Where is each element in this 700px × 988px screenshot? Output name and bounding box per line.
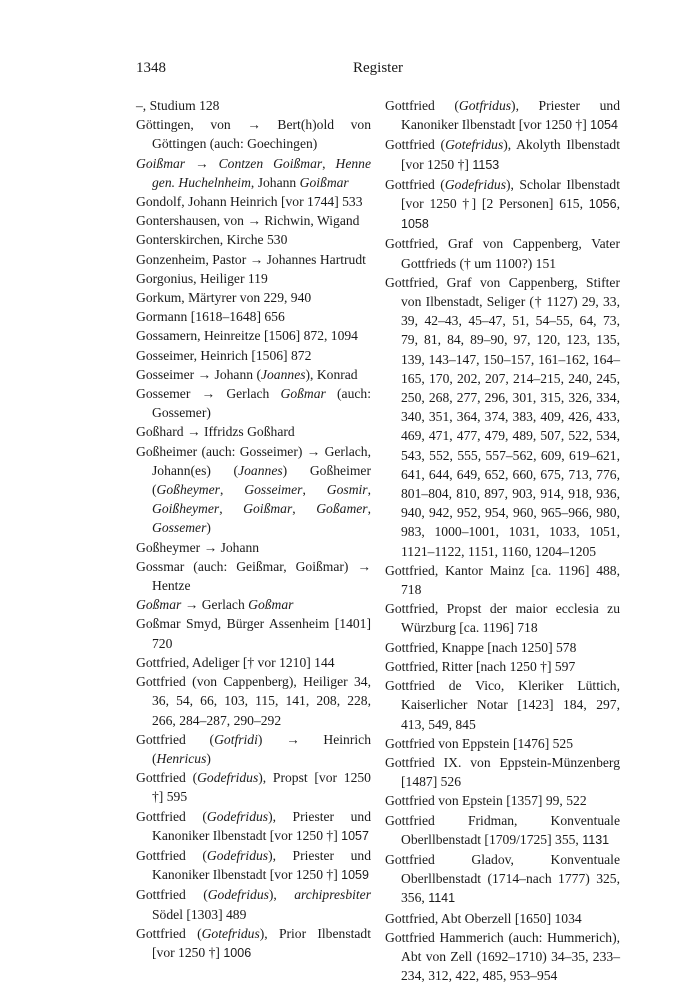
index-entry: Goßmar Smyd, Bürger Assenheim [1401] 720 [136,616,371,651]
index-entry: Gottfried (Gotefridus), Akolyth Ilbenstadt [vor 1250 †] 1153 [385,137,620,172]
index-column-left [136,96,371,963]
index-entry: Gonzenheim, Pastor → Johannes Hartrudt [136,251,366,267]
index-entry: Gondolf, Johann Heinrich [vor 1744] 533 [136,194,363,210]
index-entry: Gottfried IX. von Eppstein-Münzenberg [1487] 526 [385,754,620,790]
index-entry: Gottfried (Godefridus), archipresbiter Södel [1303] 489 [136,887,371,922]
index-entry: Gottfried (Godefridus), Priester und Kanoniker Ilbenstadt [vor 1250 †] 1057 [136,808,371,843]
index-entry: –, Studium 128 [136,98,220,113]
index-entry: Gosseimer, Heinrich [1506] 872 [136,347,312,363]
index-column-right [385,96,620,985]
index-entry: Goßmar → Gerlach Goßmar [136,597,294,613]
index-entry: Gossemer → Gerlach Goßmar (auch: Gossemer) [136,386,371,421]
index-entry: Gottfried, Propst der maior ecclesia zu Würzburg [ca. 1196] 718 [385,601,620,636]
index-entry: Gottfried, Ritter [nach 1250 †] 597 [385,658,576,674]
index-entry: Goßheymer → Johann [136,539,260,555]
index-entry: Gottfried, Abt Oberzell [1650] 1034 [385,910,582,926]
index-entry: Gottfried Fridman, Konventuale Oberllbenstadt [1709/1725] 355, 1131 [385,812,620,847]
page-header [136,60,620,82]
page-number: 1348 [136,60,166,76]
index-entry: Gottfried, Knappe [nach 1250] 578 [385,639,577,655]
index-entry: Gottfried Gladov, Konventuale Oberllbenstadt (1714–nach 1777) 325, 356, 1141 [385,851,620,906]
index-entry: Gottfried von Eppstein [1476] 525 [385,735,574,751]
running-head: Register [353,60,403,76]
index-entry: Gottfried, Kantor Mainz [ca. 1196] 488, 718 [385,562,620,598]
index-entry: Gottfried de Vico, Kleriker Lüttich, Kaiserlicher Notar [1423] 184, 297, 413, 549, 845 [385,678,620,732]
index-entry: Gossamern, Heinreitze [1506] 872, 1094 [136,328,358,344]
index-entry: Gorkum, Märtyrer von 229, 940 [136,290,312,306]
index-entry: Gosseimer → Johann (Joannes), Konrad [136,366,358,382]
index-entry: Gossmar (auch: Geißmar, Goißmar) → Hentze [136,558,371,594]
index-entry: Gottfried, Adeliger [† vor 1210] 144 [136,654,335,670]
index-entry: Gonterskirchen, Kirche 530 [136,232,288,248]
index-entry: Gottfried von Epstein [1357] 99, 522 [385,793,587,809]
index-entry: Goßhard → Iffridzs Goßhard [136,424,295,440]
index-entry: Gontershausen, von → Richwin, Wigand [136,213,360,229]
index-entry: Gottfried (Gotfridus), Priester und Kanoniker Ilbenstadt [vor 1250 †] 1054 [385,98,620,133]
index-entry: Gottfried (Godefridus), Propst [vor 1250 †] 595 [136,770,371,805]
index-entry: Gottfried (Gotfridi) → Heinrich (Henricus) [136,731,371,766]
index-entry: Gottfried (von Cappenberg), Heiliger 34, 36, 54, 66, 103, 115, 141, 208, 228, 266, 284–287, 290–292 [136,674,371,728]
index-entry: Gottfried (Godefridus), Priester und Kanoniker Ilbenstadt [vor 1250 †] 1059 [136,847,371,883]
index-entry: Gottfried (Godefridus), Scholar Ilbenstadt [vor 1250 †] [2 Personen] 615, 1056, 1058 [385,176,620,232]
index-entry: Gormann [1618–1648] 656 [136,309,285,325]
index-entry: Goßheimer (auch: Gosseimer) → Gerlach, Johann(es) (Joannes) Goßheimer (Goßheymer, Gosseimer, Gosmir, Goißheymer, Goißmar, Goßamer, Gossemer) [136,443,371,536]
index-entry: Gottfried Hammerich (auch: Hummerich), Abt von Zell (1692–1710) 34–35, 233–234, 312, 422, 485, 953–954 [385,929,620,984]
index-entry: Gottfried (Gotefridus), Prior Ilbenstadt [vor 1250 †] 1006 [136,925,371,960]
index-entry: Gottfried, Graf von Cappenberg, Stifter von Ilbenstadt, Seliger († 1127) 29, 33, 39, 42–43, 45–47, 51, 54–55, 64, 73, 79, 81, 84, 89–90, 97, 120, 123, 135, 139, 143–147, 150–157, 161–162, 164–165, 170, 202, 207, 214–215, 240, 245, 250, 268, 277, 296, 301, 315, 326, 334, 340, 351, 364, 374, 383, 409, 426, 433, 469, 471, 477, 479, 489, 507, 522, 534, 543, 552, 555, 557–562, 609, 619–621, 641, 644, 649, 652, 660, 675, 713, 776, 801–804, 810, 897, 903, 914, 918, 936, 940, 942, 952, 954, 960, 965–966, 980, 983, 1000–1001, 1031, 1033, 1051, 1121–1122, 1151, 1160, 1204–1205 [385,274,620,559]
index-entry: Gorgonius, Heiliger 119 [136,270,268,286]
index-entry: Gottfried, Graf von Cappenberg, Vater Gottfrieds († um 1100?) 151 [385,236,620,271]
index-entry: Göttingen, von → Bert(h)old von Göttingen (auch: Goechingen) [136,117,371,152]
index-entry: Goißmar → Contzen Goißmar, Henne gen. Huchelnheim, Johann Goißmar [136,155,371,190]
